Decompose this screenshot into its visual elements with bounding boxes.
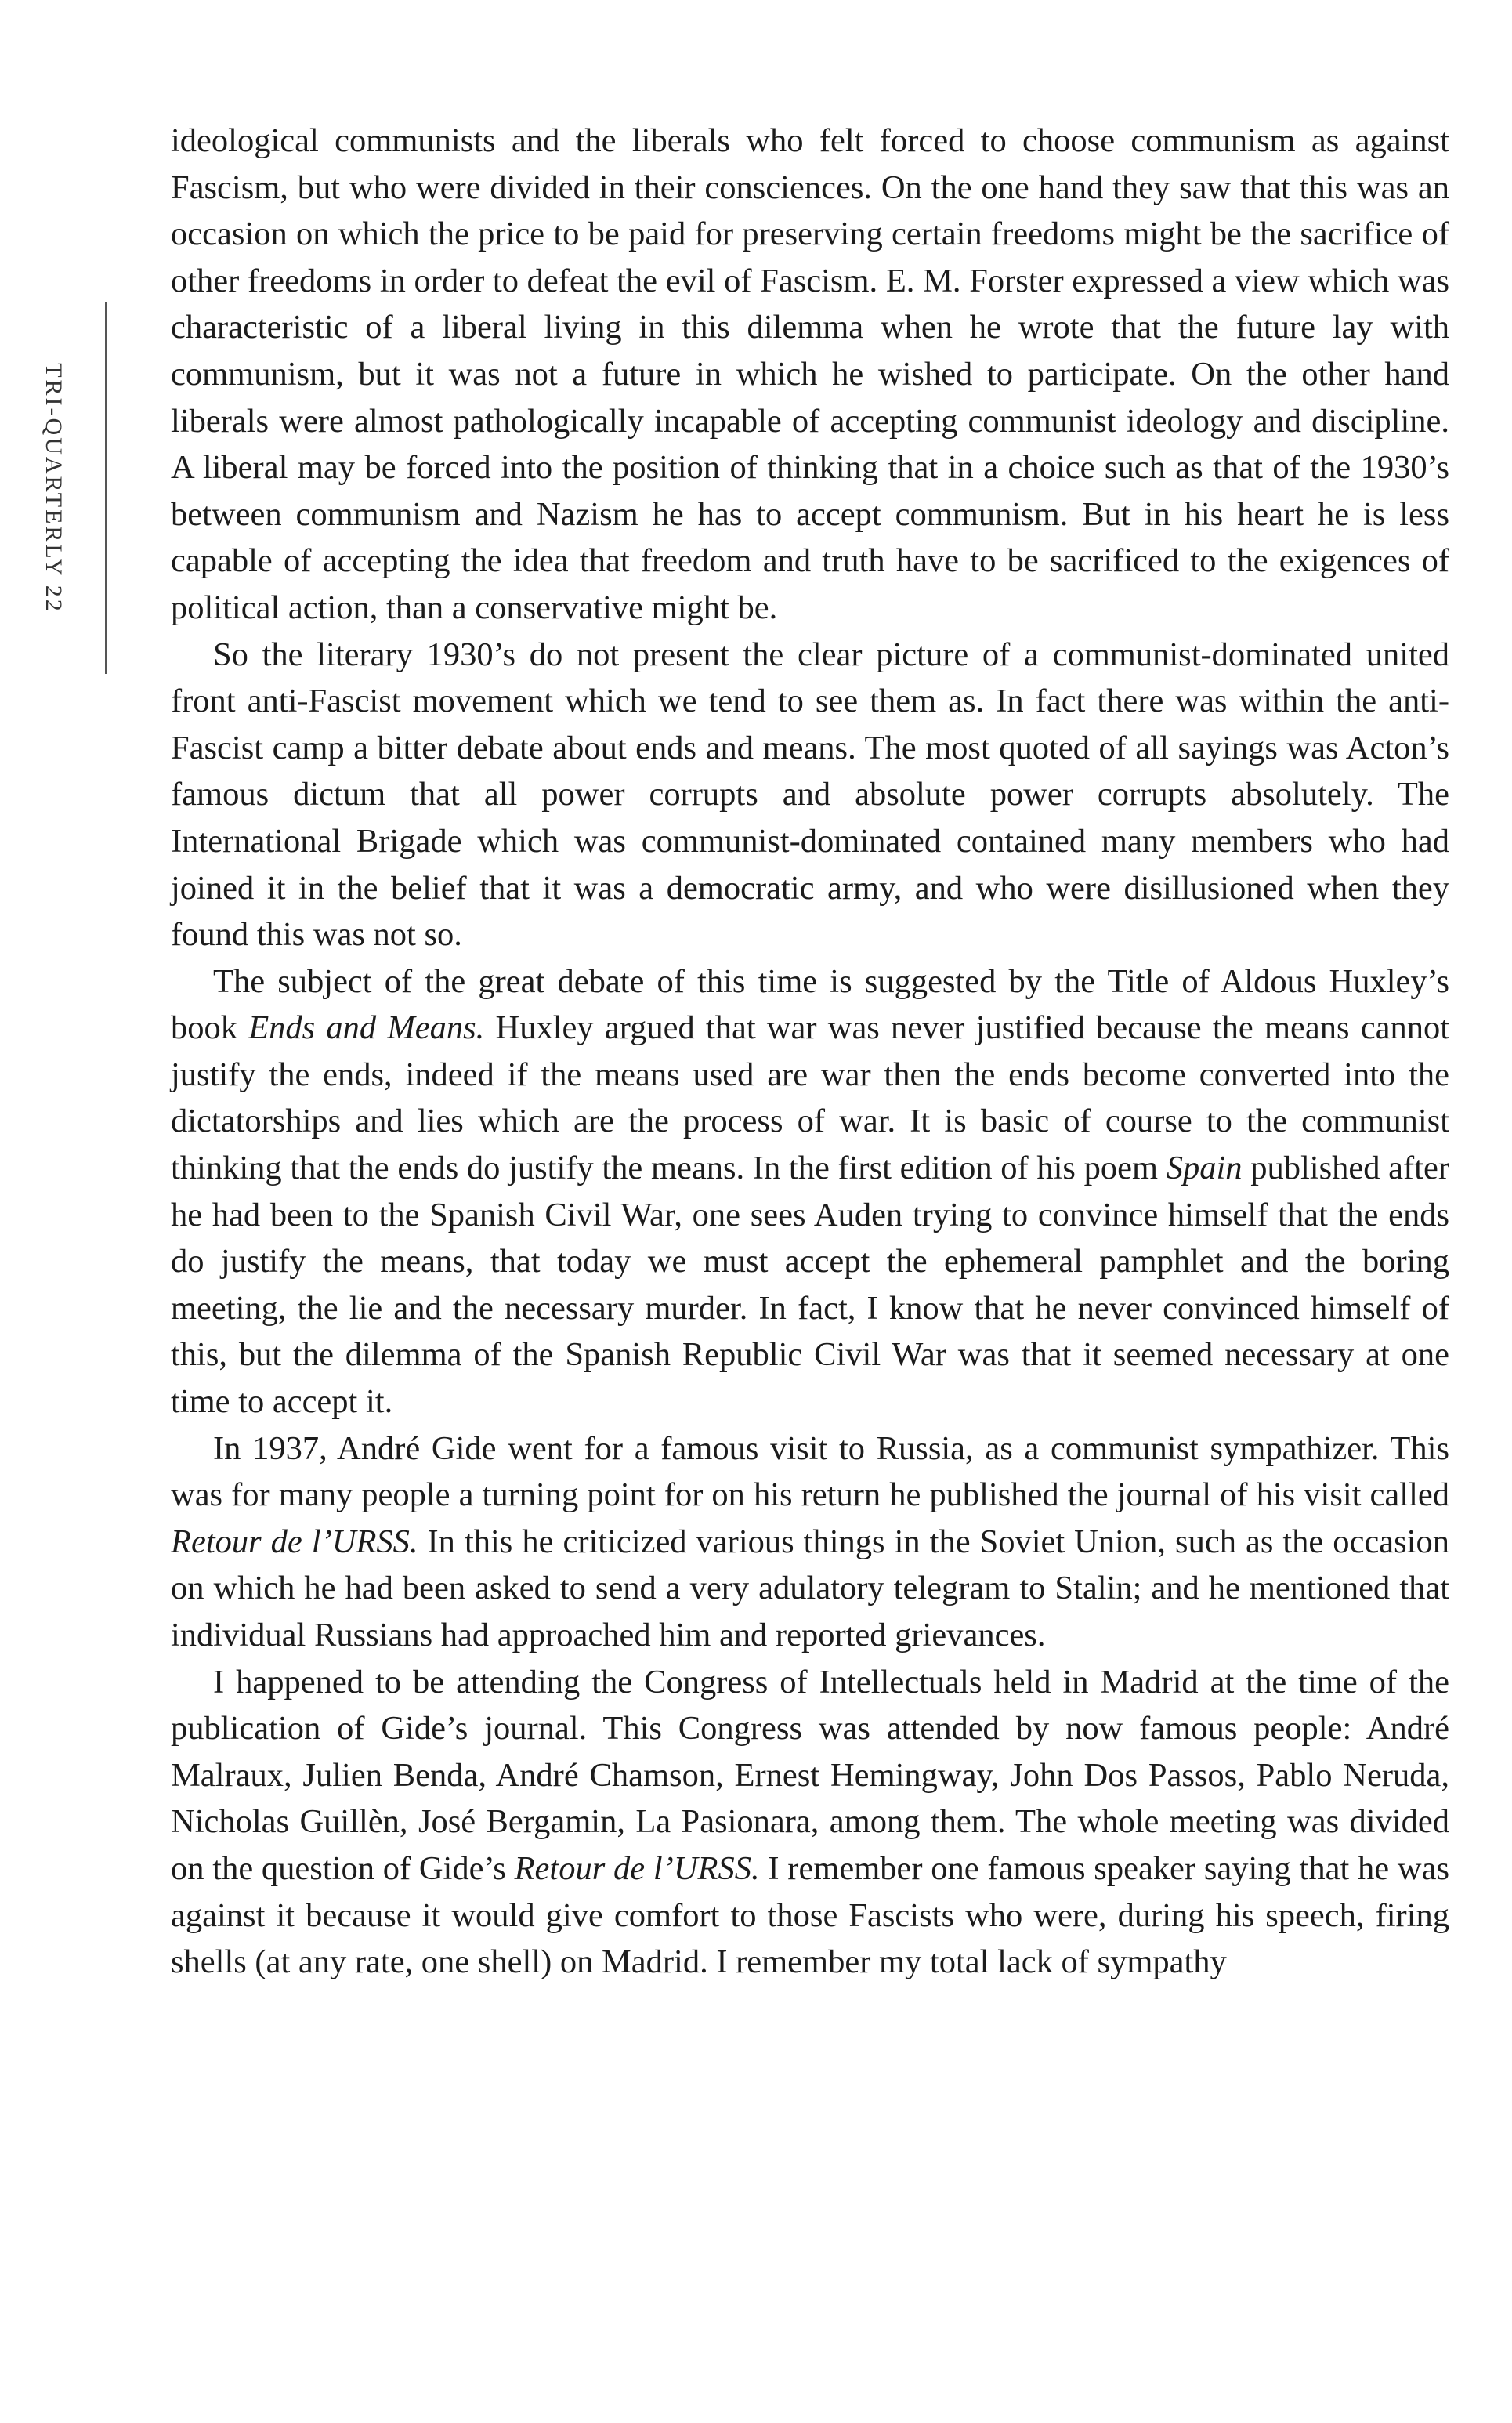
paragraph xyxy=(171,1425,1449,1659)
paragraph xyxy=(171,958,1449,1425)
running-head xyxy=(6,302,100,674)
text-run: In 1937, André Gide went for a famous visit to Russia, as a communist sympathizer. This was for many people a turning point for on his return he published the journal of his visit called xyxy=(171,1429,1449,1514)
text-run: I happened to be attending the Congress of Intellectuals held in Madrid at the time of the publication of Gide’s journal. This Congress was attended by now famous people: André Malraux, Julien Benda, André Chamson, Ernest Hemingway, John Dos Passos, Pablo Neruda, Nicholas Guillèn, José Bergamin, La Pasionara, among them. The whole meeting was divided on the question of Gide’s xyxy=(171,1663,1449,1887)
paragraph xyxy=(171,632,1449,958)
page-number: 22 xyxy=(41,585,67,614)
italic-title: Retour de l’URSS. xyxy=(514,1849,760,1887)
running-head-rule xyxy=(105,302,107,674)
italic-title: Ends and Means. xyxy=(248,1009,485,1047)
running-head-text xyxy=(40,363,67,614)
text-run: The subject of the great debate of this time is suggested by the Title of Aldous Huxley’s book xyxy=(171,962,1449,1047)
text-run: I remember one famous speaker saying that he was against it because it would give comfort to those Fascists who were, during his speech, firing shells (at any rate, one shell) on Madrid. I remember my total lack of sympathy xyxy=(171,1849,1449,1981)
text-run: In this he criticized various things in the Soviet Union, such as the occasion on which he had been asked to send a very adulatory telegram to Stalin; and he mentioned that individual Russians had approached him and reported grievances. xyxy=(171,1523,1449,1653)
text-run: ideological communists and the liberals who felt forced to choose communism as against Fascism, but who were divided in their consciences. On the one hand they saw that this was an occasion on which the price to be paid for preserving certain freedoms might be the sacrifice of other freedoms in order to defeat the evil of Fascism. E. M. Forster expressed a view which was characteristic of a liberal living in this dilemma when he wrote that the future lay with communism, but it was not a future in which he wished to participate. On the other hand liberals were almost pathologically incapable of accepting communist ideology and discipline. A liberal may be forced into the position of thinking that in a choice such as that of the 1930’s between communism and Nazism he has to accept communism. But in his heart he is less capable of accepting the idea that freedom and truth have to be sacrificed to the exigences of political action, than a conservative might be. xyxy=(171,122,1449,626)
text-run: Huxley argued that war was never justified because the means cannot justify the ends, indeed if the means used are war then the ends become converted into the dictatorships and lies which are the process of war. It is basic of course to the communist thinking that the ends do justify the means. In the first edition of his poem xyxy=(171,1009,1450,1187)
paragraph xyxy=(171,118,1449,632)
italic-title: Spain xyxy=(1166,1150,1243,1187)
body-text xyxy=(171,118,1449,1986)
text-run: So the literary 1930’s do not present the clear picture of a communist-dominated united front anti-Fascist movement which we tend to see them as. In fact there was within the anti-Fascist camp a bitter debate about ends and means. The most quoted of all sayings was Acton’s famous dictum that all power corrupts and absolute power corrupts absolutely. The International Brigade which was communist-dominated contained many members who had joined it in the belief that it was a democratic army, and who were disillusioned when they found this was not so. xyxy=(171,636,1449,954)
italic-title: Retour de l’URSS. xyxy=(171,1523,418,1560)
paragraph xyxy=(171,1659,1449,1986)
journal-title: TRI-QUARTERLY xyxy=(41,363,67,578)
text-run: published after he had been to the Spanish Civil War, one sees Auden trying to convince himself that the ends do justify the means, that today we must accept the ephemeral pamphlet and the boring meeting, the lie and the necessary murder. In fact, I know that he never convinced himself of this, but the dilemma of the Spanish Republic Civil War was that it seemed necessary at one time to accept it. xyxy=(171,1150,1449,1421)
